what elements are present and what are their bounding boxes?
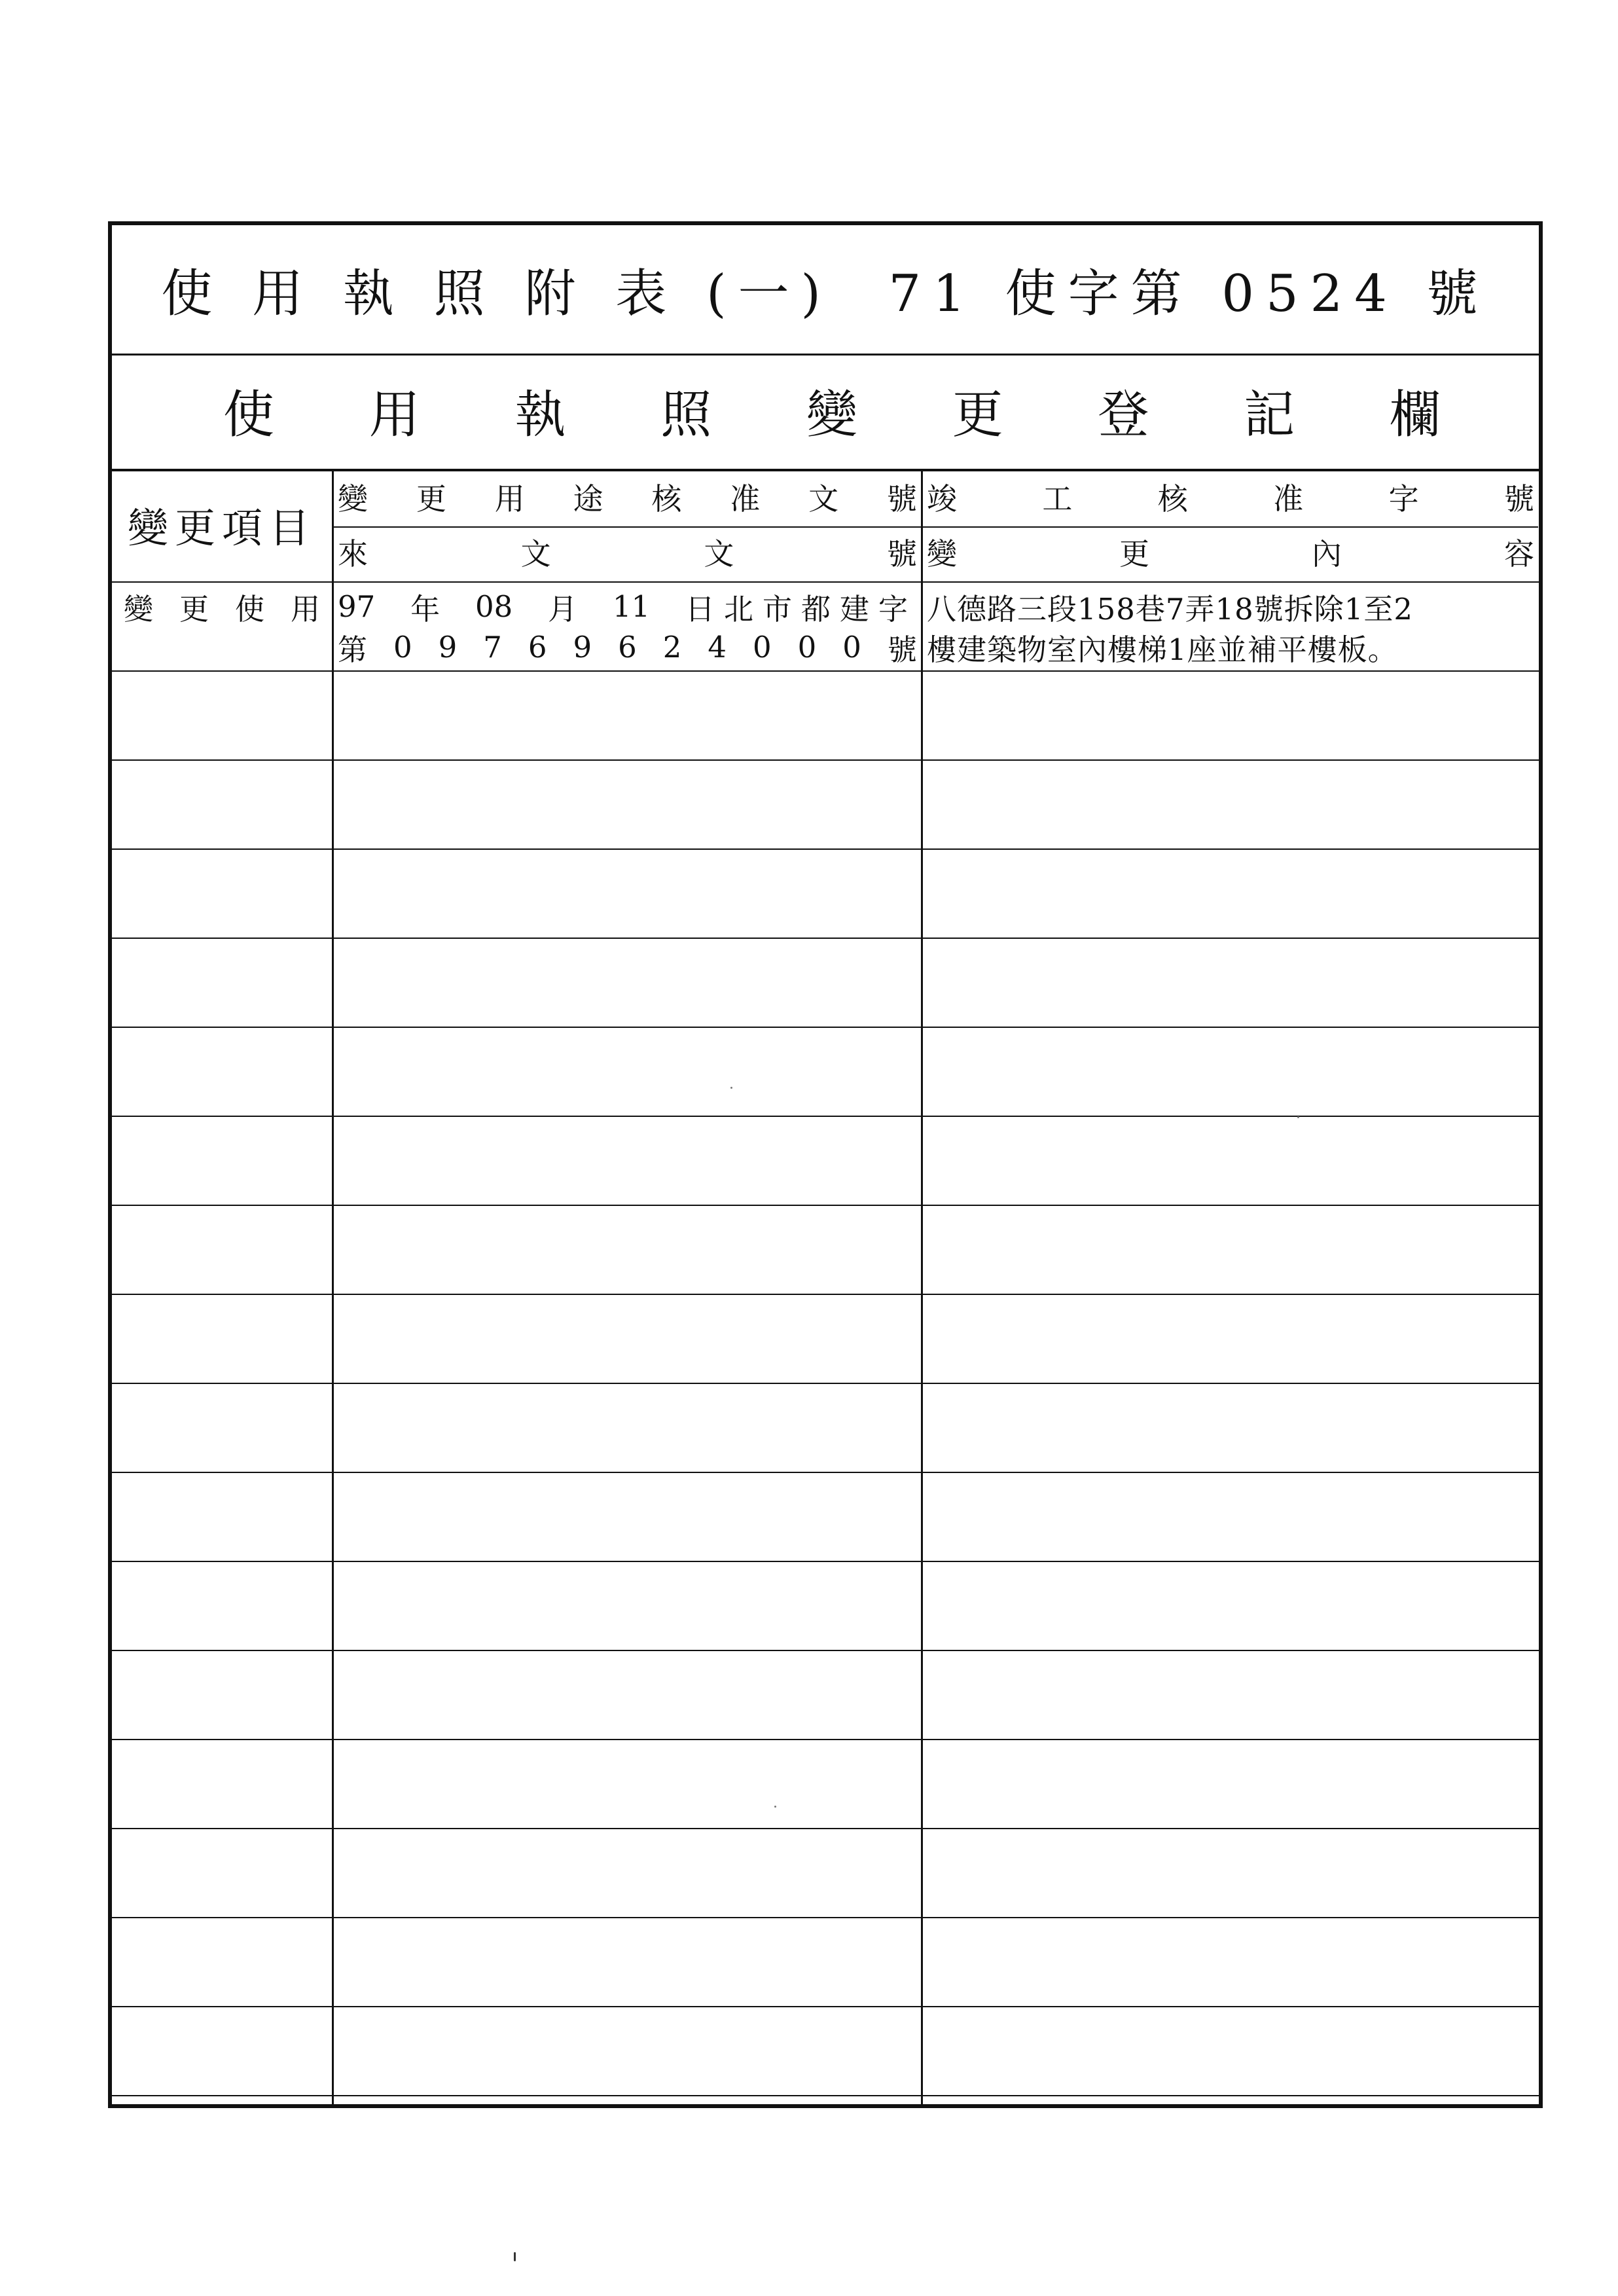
header-char: 號 <box>1503 481 1534 517</box>
header-char: 用 <box>494 481 525 517</box>
entry-doc-token: 11 <box>612 589 651 624</box>
entry-item <box>112 587 332 626</box>
header-char: 內 <box>1312 536 1342 572</box>
table-row-divider <box>112 938 1539 939</box>
entry-item-char: 變 <box>124 591 154 627</box>
header-incoming-doc-no <box>334 529 921 575</box>
entry-doc-token: 0 <box>753 629 772 665</box>
header-char: 准 <box>730 481 761 517</box>
header-char: 核 <box>651 481 682 517</box>
section-title-char: 欄 <box>1389 386 1441 445</box>
entry-doc-token: 號 <box>887 632 917 667</box>
entry-doc-token: 0 <box>393 629 412 665</box>
entry-doc-token: 9 <box>438 629 458 665</box>
entry-doc-line-1 <box>334 587 921 626</box>
table-row-divider <box>112 1027 1539 1028</box>
header-char: 更 <box>416 481 446 517</box>
entry-item-char: 使 <box>234 591 264 627</box>
scan-speck <box>774 1806 776 1808</box>
header-char: 文 <box>520 536 551 572</box>
header-char: 工 <box>1042 481 1073 517</box>
entry-doc-token: 6 <box>528 629 547 665</box>
table-row-divider <box>112 1472 1539 1473</box>
header-change-use-doc-no <box>334 474 921 520</box>
entry-doc-token: 6 <box>618 629 637 665</box>
header-char: 文 <box>808 481 839 517</box>
header-char: 核 <box>1157 481 1188 517</box>
entry-doc-token: 0 <box>842 629 861 665</box>
table-row-divider <box>112 2006 1539 2007</box>
table-row-divider <box>112 2095 1539 2096</box>
section-title <box>223 381 1441 445</box>
header-char: 文 <box>704 536 734 572</box>
registration-table <box>112 469 1539 2104</box>
entry-doc-token: 0 <box>797 629 817 665</box>
table-row-divider <box>112 1561 1539 1562</box>
header-change-content <box>923 529 1538 575</box>
scan-mark <box>514 2252 516 2261</box>
header-char: 號 <box>886 481 917 517</box>
section-title-char: 登 <box>1098 386 1149 445</box>
entry-content-line-1: 八德路三段158巷7弄18號拆除1至2 <box>927 591 1414 627</box>
scan-speck <box>1297 1116 1299 1118</box>
header-item-label: 變更項目 <box>127 503 316 552</box>
table-row-divider <box>112 1828 1539 1829</box>
section-title-char: 變 <box>806 386 857 445</box>
table-row-divider <box>112 1739 1539 1740</box>
header-char: 途 <box>573 481 603 517</box>
section-title-char: 執 <box>514 386 566 445</box>
entry-doc-token: 年 <box>410 591 440 627</box>
table-row-divider <box>112 1116 1539 1117</box>
entry-doc-token: 2 <box>662 629 682 665</box>
scan-speck <box>730 1087 732 1089</box>
section-title-char: 使 <box>223 386 275 445</box>
table-row-divider <box>112 1205 1539 1206</box>
form-frame <box>108 221 1543 2108</box>
column-divider <box>332 469 334 2104</box>
entry-doc-token: 08 <box>475 589 513 624</box>
header-bottom-rule <box>112 581 1539 583</box>
table-row-divider <box>112 1917 1539 1918</box>
header-char: 容 <box>1504 536 1534 572</box>
section-title-char: 更 <box>952 386 1003 445</box>
header-char: 准 <box>1273 481 1304 517</box>
title-row <box>112 225 1539 355</box>
entry-item-char: 更 <box>179 591 209 627</box>
table-row-divider <box>112 1383 1539 1384</box>
entry-doc-token: 月 <box>548 591 578 627</box>
entry-doc-token: 4 <box>708 629 727 665</box>
column-divider <box>921 469 923 2104</box>
table-row-divider <box>112 848 1539 850</box>
section-title-char: 記 <box>1244 386 1295 445</box>
header-completion-approval-no <box>923 474 1538 520</box>
header-char: 竣 <box>927 481 957 517</box>
entry-doc-token: 7 <box>483 629 502 665</box>
table-row-divider <box>112 670 1539 672</box>
page-title: 使 用 執 照 附 表 (一) 71 使字第 0524 號 <box>161 264 1490 323</box>
header-char: 字 <box>1388 481 1419 517</box>
entry-doc-token: 日北市都建字 <box>685 591 917 627</box>
table-row-divider <box>112 1650 1539 1651</box>
entry-doc-token: 97 <box>338 589 376 624</box>
entry-doc-line-2 <box>334 627 921 666</box>
entry-doc-token: 第 <box>338 632 368 667</box>
section-title-char: 用 <box>369 386 420 445</box>
header-divider <box>334 526 1538 528</box>
header-char: 變 <box>927 536 957 572</box>
header-char: 更 <box>1119 536 1149 572</box>
header-char: 號 <box>886 536 917 572</box>
section-title-char: 照 <box>660 386 712 445</box>
header-char: 變 <box>338 481 368 517</box>
entry-doc-token: 9 <box>573 629 592 665</box>
entry-item-char: 用 <box>290 591 320 627</box>
header-char: 來 <box>338 536 368 572</box>
table-row-divider <box>112 1294 1539 1295</box>
table-row-divider <box>112 759 1539 761</box>
subtitle-row <box>112 354 1539 471</box>
entry-content-line-2: 樓建築物室內樓梯1座並補平樓板。 <box>927 632 1398 667</box>
